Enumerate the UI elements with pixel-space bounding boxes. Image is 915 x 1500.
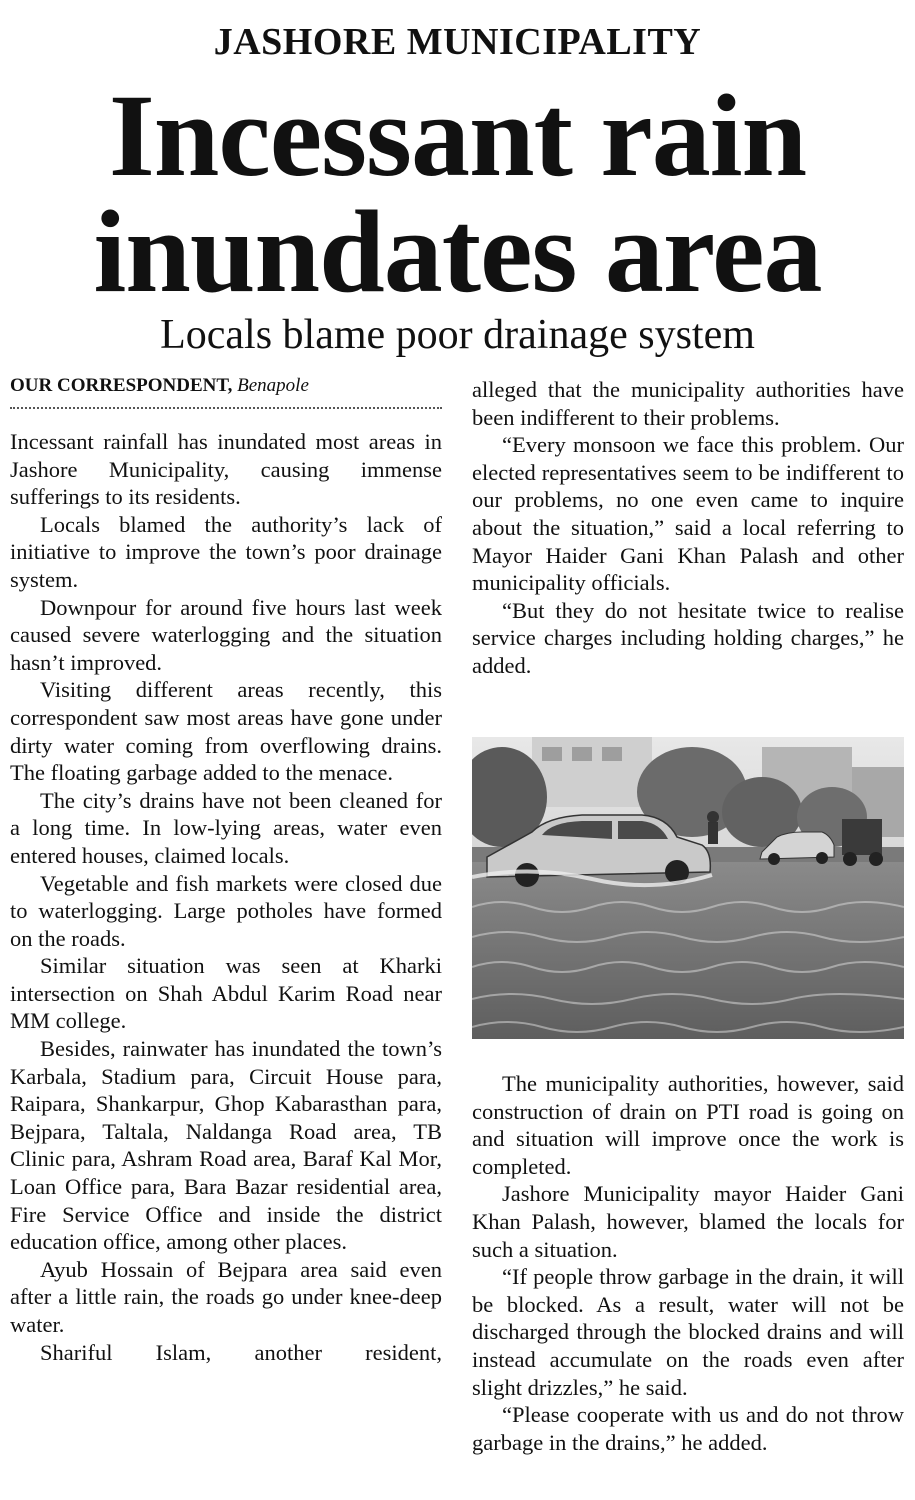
headline-line-2: inundates area	[93, 186, 822, 317]
paragraph: Ayub Hossain of Bejpara area said even after a little rain, the roads go under knee-deep water.	[10, 1256, 442, 1337]
paragraph: Jashore Municipality mayor Haider Gani Khan Palash, however, blamed the locals for such a situation.	[472, 1181, 904, 1262]
paragraph: “But they do not hesitate twice to realise service charges including holding charges,” he added.	[472, 597, 904, 678]
paragraph: Besides, rainwater has inundated the town’s Karbala, Stadium para, Circuit House para, Raipara, Shankarpur, Ghop Kabarasthan para, Bejpara, Taltala, Naldanga Road area, TB Clinic para, Ashram Road area, Baraf Kal Mor, Loan Office para, Bara Bazar residential area, Fire Service Office and inside the district education office, among other places.	[10, 1036, 442, 1255]
byline-divider	[10, 407, 442, 409]
paragraph: Visiting different areas recently, this correspondent saw most areas have gone under dirty water coming from overflowing drains. The floating garbage added to the menace.	[10, 677, 442, 786]
left-column	[10, 428, 442, 1366]
paragraph: “Please cooperate with us and do not throw garbage in the drains,” he added.	[472, 1402, 904, 1455]
paragraph: The municipality authorities, however, said construction of drain on PTI road is going on and situation will improve once the work is completed.	[472, 1071, 904, 1179]
paragraph: Downpour for around five hours last week caused severe waterlogging and the situation hasn’t improved.	[10, 594, 442, 675]
byline-name: OUR CORRESPONDENT,	[10, 375, 233, 396]
paragraph: The city’s drains have not been cleaned for a long time. In low-lying areas, water even entered houses, claimed locals.	[10, 787, 442, 868]
paragraph: “If people throw garbage in the drain, it will be blocked. As a result, water will not be discharged through the blocked drains and will instead accumulate on the roads even after slight drizzles,” he said.	[472, 1264, 904, 1400]
paragraph: Shariful Islam, another resident,	[40, 1339, 442, 1365]
paragraph: Vegetable and fish markets were closed due to waterlogging. Large potholes have formed on the roads.	[10, 870, 442, 951]
paragraph: alleged that the municipality authorities have been indifferent to their problems.	[472, 377, 904, 430]
paragraph: “Every monsoon we face this problem. Our elected representatives seem to be indifferent to our problems, no one even came to inquire about the situation,” said a local referring to Mayor Haider Gani Khan Palash and other municipality officials.	[472, 432, 904, 596]
flooded-street-photo	[472, 737, 904, 1039]
headline	[0, 70, 915, 317]
photo-illustration	[472, 737, 904, 1039]
right-column-top	[472, 376, 904, 680]
right-column-bottom	[472, 1070, 904, 1456]
paragraph: Similar situation was seen at Kharki intersection on Shah Abdul Karim Road near MM college.	[10, 953, 442, 1034]
subheadline: Locals blame poor drainage system	[160, 312, 755, 358]
byline-place: Benapole	[237, 375, 309, 396]
paragraph: Incessant rainfall has inundated most areas in Jashore Municipality, causing immense sufferings to its residents.	[10, 429, 442, 510]
headline-line-1: Incessant rain	[108, 70, 807, 201]
kicker: JASHORE MUNICIPALITY	[213, 21, 702, 63]
paragraph: Locals blamed the authority’s lack of initiative to improve the town’s poor drainage system.	[10, 511, 442, 592]
byline	[10, 374, 442, 398]
